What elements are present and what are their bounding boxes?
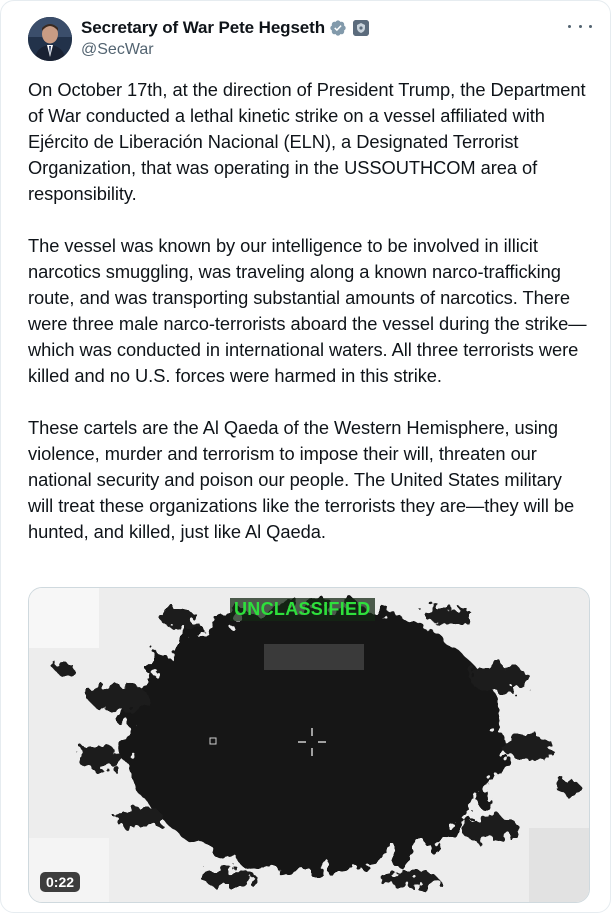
classification-label: UNCLASSIFIED (230, 598, 375, 621)
government-affiliation-icon[interactable] (353, 20, 369, 36)
more-horizontal-icon (568, 25, 571, 28)
verified-badge-icon[interactable] (329, 19, 347, 37)
video-player[interactable] (28, 587, 590, 903)
tweet-paragraph: On October 17th, at the direction of President Trump, the Department of War conducted a lethal kinetic strike on a vessel affiliated with Ejército de Liberación Nacional (ELN), a Designated Terrorist Organization, that was operating in the USSOUTHCOM area of responsibility. (28, 79, 586, 204)
author-display-name[interactable]: Secretary of War Pete Hegseth (81, 18, 326, 37)
avatar-image (28, 17, 72, 61)
avatar[interactable] (28, 17, 72, 61)
tweet-paragraph: These cartels are the Al Qaeda of the Western Hemisphere, using violence, murder and terrorism to impose their will, threaten our national security and poison our people. The United States military will treat these organizations like the terrorists they are—they will be hunted, and killed, just like Al Qaeda. (28, 417, 575, 542)
tweet-paragraph: The vessel was known by our intelligence to be involved in illicit narcotics smuggling, was traveling along a known narco-trafficking route, and was transporting substantial amounts of narcotics. There were three male narco-terrorists aboard the vessel during the strike—which was conducted in international waters. All three terrorists were killed and no U.S. forces were harmed in this strike. (28, 235, 587, 386)
thermal-video-frame (29, 588, 589, 902)
redacted-bar (264, 644, 364, 670)
tweet-text (28, 77, 588, 545)
author-handle[interactable]: @SecWar (81, 41, 154, 58)
video-duration-badge: 0:22 (40, 872, 80, 892)
more-options-button[interactable] (568, 19, 592, 33)
author-name-row[interactable] (81, 17, 369, 39)
